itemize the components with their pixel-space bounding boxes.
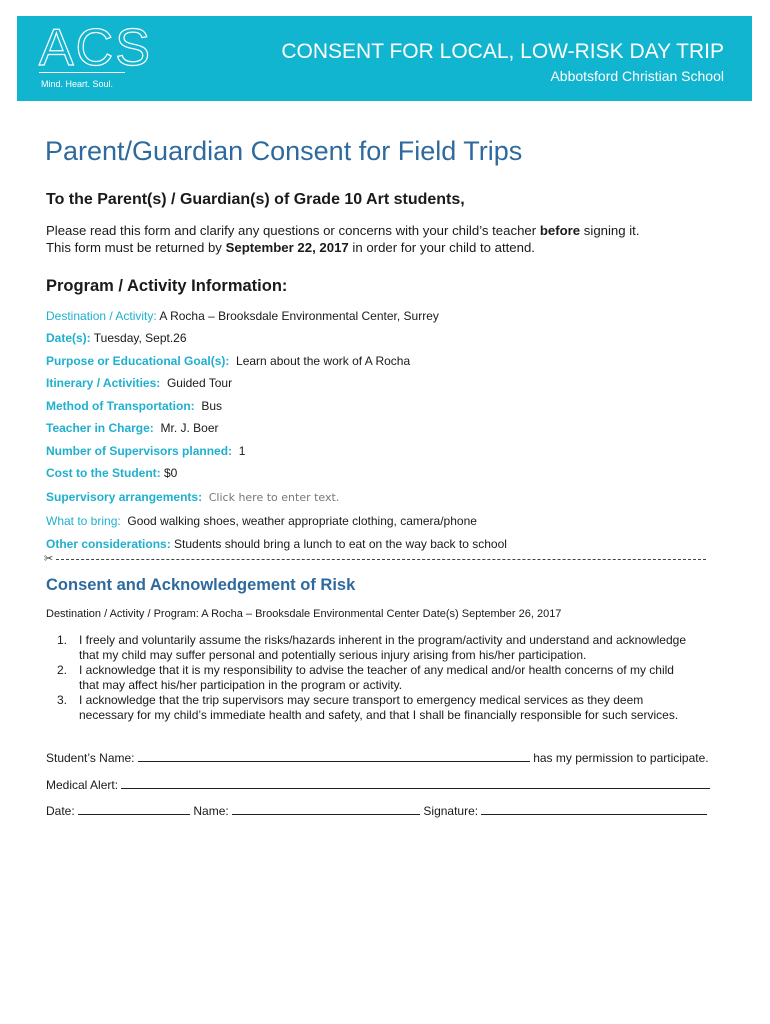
field-value: A Rocha – Brooksdale Environmental Center, Surrey	[159, 309, 439, 323]
term-line: I acknowledge that the trip supervisors may secure transport to emergency medical services as they deem	[79, 693, 644, 707]
term-number: 1.	[57, 633, 68, 647]
program-heading: Program / Activity Information:	[46, 277, 288, 295]
list-item	[46, 693, 726, 723]
field-label: Supervisory arrangements:	[46, 490, 203, 504]
page-title: Parent/Guardian Consent for Field Trips	[45, 136, 523, 166]
date-label: Date:	[46, 804, 75, 818]
field-value: Guided Tour	[166, 376, 233, 390]
intro-text	[46, 222, 640, 256]
field-value: Good walking shoes, weather appropriate clothing, camera/phone	[127, 514, 477, 528]
student-name-label: Student’s Name:	[46, 751, 135, 765]
field-value: Mr. J. Boer	[160, 421, 219, 435]
cut-line	[44, 552, 716, 565]
field-value: Learn about the work of A Rocha	[236, 354, 411, 368]
field-itinerary	[46, 376, 232, 390]
student-name-field[interactable]	[138, 749, 530, 762]
field-supervisory-arrangements	[46, 490, 339, 504]
term-line: I freely and voluntarily assume the risks/hazards inherent in the program/activity and understand and acknowledge	[79, 633, 687, 647]
name-field[interactable]	[232, 802, 420, 815]
field-transportation	[46, 399, 222, 413]
term-line: necessary for my child’s immediate health and safety, and that I shall be financially responsible for such services.	[79, 708, 679, 722]
term-number: 2.	[57, 663, 68, 677]
list-item	[46, 663, 726, 693]
term-line: I acknowledge that it is my responsibility to advise the teacher of any medical and/or health concerns of my child	[79, 663, 674, 677]
supervisory-arrangements-input[interactable]: Click here to enter text.	[208, 491, 340, 504]
intro-line-2-post: in order for your child to attend.	[348, 240, 535, 255]
field-label: Number of Supervisors planned:	[46, 444, 233, 458]
school-name: Abbotsford Christian School	[550, 68, 724, 84]
return-deadline: September 22, 2017	[225, 240, 349, 255]
field-value: Bus	[201, 399, 223, 413]
intro-line-1-post: signing it.	[580, 223, 640, 238]
intro-line-1	[46, 222, 640, 239]
medical-alert-label: Medical Alert:	[46, 778, 119, 792]
field-supervisors	[46, 444, 245, 458]
intro-line-2-pre: This form must be returned by	[46, 240, 226, 255]
acs-logo	[39, 19, 152, 94]
medical-alert-row	[46, 776, 710, 792]
field-other-considerations	[46, 537, 507, 551]
field-label: Purpose or Educational Goal(s):	[46, 354, 230, 368]
field-cost	[46, 466, 177, 480]
intro-line-2	[46, 239, 640, 256]
consent-terms-list	[46, 633, 726, 723]
list-item	[46, 633, 726, 663]
permission-text: has my permission to participate.	[533, 751, 709, 765]
field-what-to-bring	[46, 514, 477, 528]
field-value: 1	[238, 444, 246, 458]
field-destination	[46, 309, 439, 323]
term-number: 3.	[57, 693, 68, 707]
intro-line-1-pre: Please read this form and clarify any questions or concerns with your child’s teacher	[46, 223, 540, 238]
field-label: What to bring:	[46, 514, 121, 528]
intro-line-1-bold: before	[539, 223, 581, 238]
field-label: Destination / Activity:	[46, 309, 157, 323]
field-label: Cost to the Student:	[46, 466, 161, 480]
logo-rule	[39, 72, 125, 73]
field-value: $0	[164, 466, 178, 480]
form-title: CONSENT FOR LOCAL, LOW-RISK DAY TRIP	[281, 40, 724, 63]
term-line: that may affect his/her participation in the program or activity.	[79, 678, 403, 692]
field-label: Itinerary / Activities:	[46, 376, 161, 390]
field-teacher	[46, 421, 219, 435]
term-line: that my child may suffer personal and potentially serious injury arising from his/her participation.	[79, 648, 587, 662]
logo-tagline: Mind. Heart. Soul.	[41, 79, 114, 89]
field-label: Teacher in Charge:	[46, 421, 154, 435]
dashed-divider	[56, 559, 706, 560]
field-value: Tuesday, Sept.26	[93, 331, 187, 345]
header-banner	[17, 16, 752, 101]
scissors-icon: ✂	[44, 553, 54, 565]
field-dates	[46, 331, 187, 345]
consent-heading: Consent and Acknowledgement of Risk	[46, 576, 356, 594]
name-label: Name:	[193, 804, 229, 818]
field-label: Date(s):	[46, 331, 91, 345]
signature-field[interactable]	[481, 802, 707, 815]
consent-destination-line: Destination / Activity / Program: A Rocha – Brooksdale Environmental Center Date(s) September 26, 2017	[46, 608, 562, 620]
student-name-row	[46, 749, 709, 765]
field-label: Method of Transportation:	[46, 399, 195, 413]
date-field[interactable]	[78, 802, 190, 815]
field-value: Students should bring a lunch to eat on the way back to school	[174, 537, 507, 551]
salutation: To the Parent(s) / Guardian(s) of Grade 10 Art students,	[46, 191, 465, 208]
field-purpose	[46, 354, 410, 368]
logo-letters: ACS	[39, 19, 152, 77]
signature-label: Signature:	[423, 804, 479, 818]
medical-alert-field[interactable]	[121, 776, 710, 789]
field-label: Other considerations:	[46, 537, 171, 551]
date-name-signature-row	[46, 802, 707, 818]
